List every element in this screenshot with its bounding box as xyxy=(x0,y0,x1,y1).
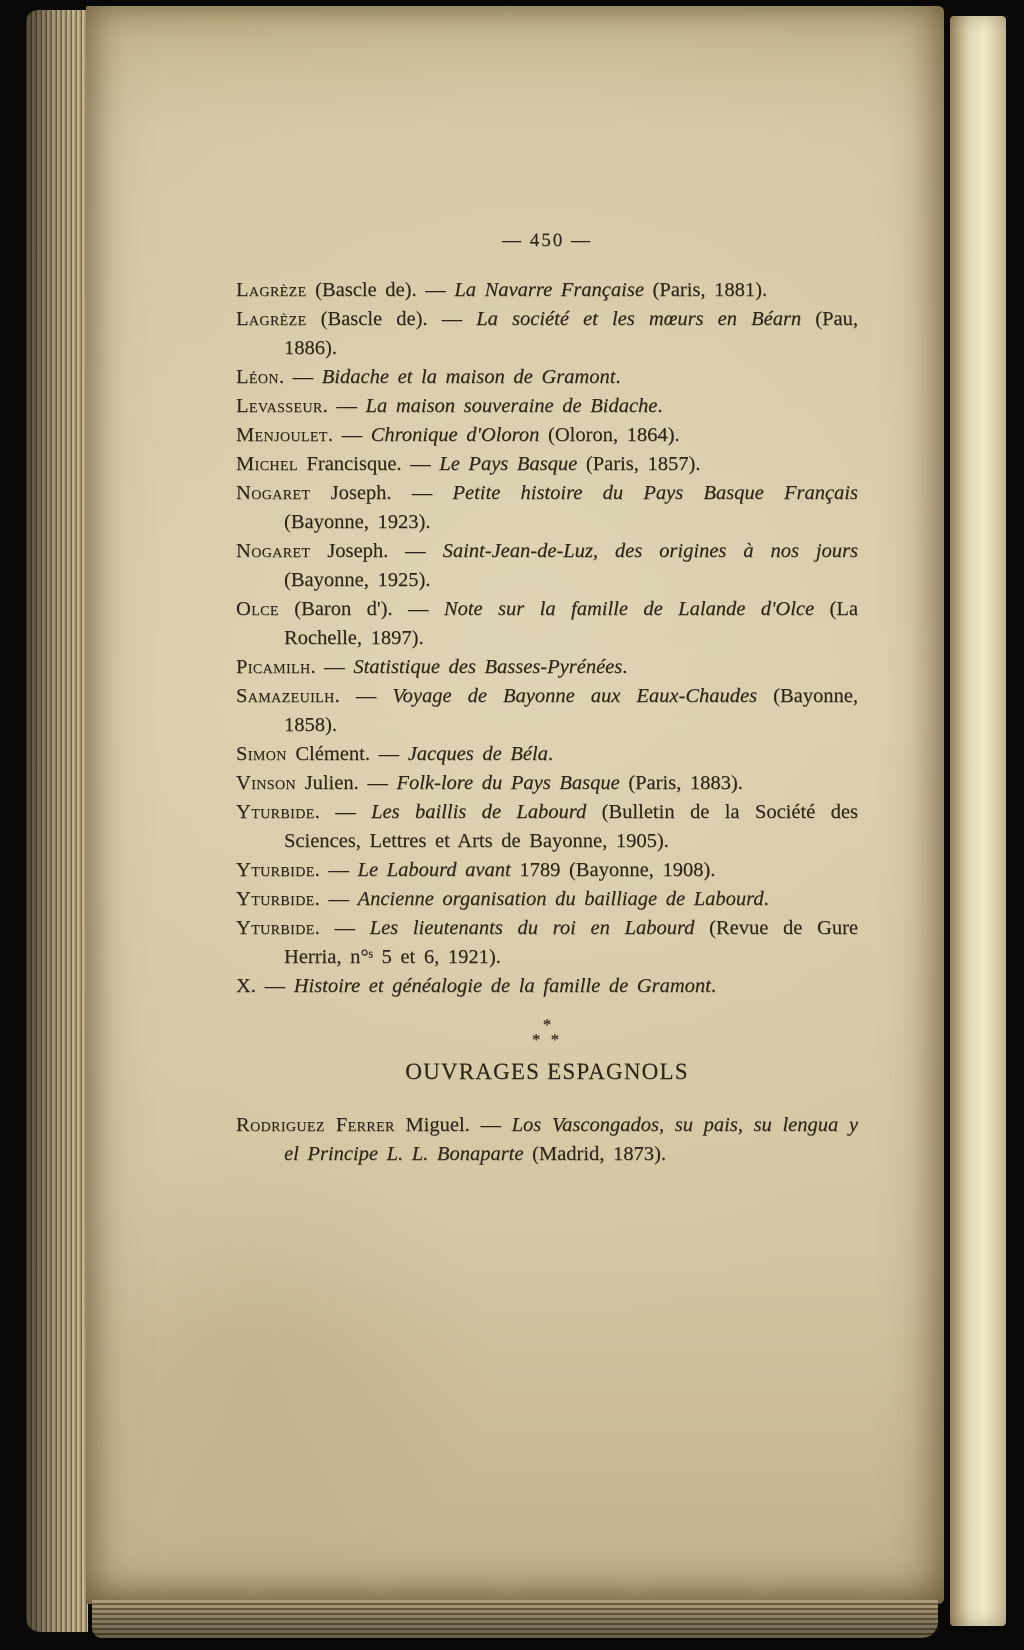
bibliography-list-spanish xyxy=(236,1111,858,1169)
entry-segment-roman: . — xyxy=(314,888,358,910)
bibliography-entry xyxy=(236,653,858,682)
entry-segment-smallcaps: Nogaret xyxy=(236,482,311,504)
entry-segment-italic: Note sur la famille de Lalande d'Olce xyxy=(443,598,815,620)
entry-segment-smallcaps: Levasseur xyxy=(236,395,323,417)
entry-segment-roman: (Bayonne, 1923). xyxy=(284,511,431,533)
entry-segment-smallcaps: Yturbide xyxy=(236,888,315,910)
entry-segment-smallcaps: Simon xyxy=(236,743,287,765)
entry-segment-roman: (Paris, 1883). xyxy=(619,772,743,794)
entry-segment-italic: Le Labourd avant xyxy=(357,859,511,881)
entry-segment-smallcaps: Samazeuilh xyxy=(236,685,335,707)
asterism-bottom: * * xyxy=(531,1030,563,1049)
entry-segment-roman: . — xyxy=(314,801,372,823)
entry-segment-roman: (Paris, 1881). xyxy=(643,279,768,301)
entry-segment-roman: 1789 (Bayonne, 1908). xyxy=(510,859,716,881)
entry-segment-roman: . xyxy=(657,395,663,417)
entry-segment-smallcaps: Lagrèze xyxy=(236,308,307,330)
entry-segment-italic: Les lieutenants du roi en Labourd xyxy=(369,917,695,939)
entry-segment-smallcaps: Lagrèze xyxy=(236,279,307,301)
entry-segment-italic: Chronique d'Oloron xyxy=(370,424,540,446)
bibliography-entry xyxy=(236,798,858,856)
entry-segment-roman: Joseph. — xyxy=(310,482,453,504)
entry-segment-italic: Ancienne organisation du bailliage de Labourd xyxy=(357,888,764,910)
bibliography-entry xyxy=(236,856,858,885)
entry-segment-italic: Voyage de Bayonne aux Eaux-Chaudes xyxy=(392,685,758,707)
bibliography-entry xyxy=(236,769,858,798)
entry-segment-italic: Le Pays Basque xyxy=(439,453,578,475)
printed-text-column xyxy=(236,6,858,1169)
entry-segment-roman: . — xyxy=(314,859,358,881)
bibliography-entry xyxy=(236,682,858,740)
bibliography-entry xyxy=(236,363,858,392)
entry-segment-roman: Julien. — xyxy=(295,772,397,794)
entry-segment-roman: (Bayonne, 1858). xyxy=(284,685,858,736)
entry-segment-smallcaps: Olce xyxy=(236,598,279,620)
entry-segment-italic: Los Vascongados, su pais, su lengua y el Principe L. L. Bonaparte xyxy=(284,1114,858,1165)
entry-segment-italic: Histoire et généalogie de la famille de Gramont xyxy=(293,975,711,997)
asterism-divider xyxy=(236,1017,858,1047)
section-heading: OUVRAGES ESPAGNOLS xyxy=(405,1059,689,1084)
entry-segment-italic: Jacques de Béla xyxy=(407,743,548,765)
entry-segment-roman: (Bascle de). — xyxy=(306,308,477,330)
entry-segment-roman: (Bayonne, 1925). xyxy=(284,569,431,591)
entry-segment-roman: . xyxy=(615,366,621,388)
bibliography-entry xyxy=(236,276,858,305)
bibliography-entry xyxy=(236,595,858,653)
entry-segment-italic: Petite histoire du Pays Basque Français xyxy=(452,482,858,504)
bibliography-list-french xyxy=(236,276,858,1001)
entry-segment-smallcaps: Yturbide xyxy=(236,859,315,881)
entry-segment-smallcaps: Yturbide xyxy=(236,917,315,939)
asterism-top: * xyxy=(542,1015,552,1034)
entry-segment-roman: (La Rochelle, 1897). xyxy=(284,598,858,649)
entry-segment-roman: (Pau, 1886). xyxy=(284,308,858,359)
entry-segment-smallcaps: Menjoulet xyxy=(236,424,328,446)
bibliography-entry xyxy=(236,972,858,1001)
book-page xyxy=(86,6,944,1604)
entry-segment-roman: (Madrid, 1873). xyxy=(523,1143,666,1165)
bibliography-entry xyxy=(236,392,858,421)
entry-segment-smallcaps: Léon xyxy=(236,366,279,388)
bibliography-entry xyxy=(236,305,858,363)
bibliography-entry xyxy=(236,421,858,450)
entry-segment-roman: . xyxy=(763,888,769,910)
bibliography-entry xyxy=(236,740,858,769)
entry-segment-roman: . — xyxy=(322,395,366,417)
entry-segment-roman: X. — xyxy=(236,975,294,997)
entry-segment-smallcaps: Yturbide xyxy=(236,801,315,823)
entry-segment-smallcaps: Vinson xyxy=(236,772,296,794)
entry-segment-roman: (Bascle de). — xyxy=(306,279,455,301)
entry-segment-roman: . xyxy=(710,975,716,997)
entry-segment-italic: Bidache et la maison de Gramont xyxy=(321,366,616,388)
page-number: — 450 — xyxy=(502,230,592,251)
bibliography-entry xyxy=(236,914,858,972)
entry-segment-roman: (Bulletin de la Société des Sciences, Lettres et Arts de Bayonne, 1905). xyxy=(284,801,858,852)
facing-page-edge xyxy=(950,16,1006,1626)
entry-segment-italic: La maison souveraine de Bidache xyxy=(365,395,658,417)
entry-segment-roman: . xyxy=(622,656,628,678)
entry-segment-smallcaps: Rodriguez Ferrer xyxy=(236,1114,395,1136)
entry-segment-roman: Clément. — xyxy=(286,743,408,765)
entry-segment-roman: . — xyxy=(327,424,371,446)
entry-segment-italic: La Navarre Française xyxy=(454,279,644,301)
bibliography-entry xyxy=(236,479,858,537)
entry-segment-roman: . — xyxy=(334,685,393,707)
entry-segment-roman: (Paris, 1857). xyxy=(577,453,701,475)
entry-segment-italic: Saint-Jean-de-Luz, des origines à nos jours xyxy=(442,540,858,562)
entry-segment-italic: La société et les mœurs en Béarn xyxy=(476,308,802,330)
bibliography-entry xyxy=(236,1111,858,1169)
entry-segment-roman: . xyxy=(547,743,554,765)
entry-segment-roman: (Oloron, 1864). xyxy=(539,424,680,446)
entry-segment-roman: Joseph. — xyxy=(310,540,443,562)
entry-segment-smallcaps: Michel xyxy=(236,453,298,475)
entry-segment-smallcaps: Picamilh xyxy=(236,656,311,678)
entry-segment-roman: Francisque. — xyxy=(297,453,440,475)
page-stack-bottom-edge xyxy=(92,1600,938,1638)
bibliography-entry xyxy=(236,450,858,479)
entry-segment-roman: (Revue de Gure Herria, n°ˢ 5 et 6, 1921). xyxy=(284,917,859,968)
entry-segment-smallcaps: Nogaret xyxy=(236,540,311,562)
bibliography-entry xyxy=(236,885,858,914)
entry-segment-roman: Miguel. — xyxy=(394,1114,512,1136)
entry-segment-roman: (Baron d'). — xyxy=(278,598,444,620)
entry-segment-roman: . — xyxy=(278,366,322,388)
page-stack-left-edge xyxy=(26,10,88,1632)
bibliography-entry xyxy=(236,537,858,595)
entry-segment-roman: . — xyxy=(310,656,354,678)
entry-segment-italic: Folk-lore du Pays Basque xyxy=(396,772,620,794)
entry-segment-italic: Statistique des Basses-Pyrénées xyxy=(353,656,623,678)
entry-segment-roman: . — xyxy=(314,917,370,939)
entry-segment-italic: Les baillis de Labourd xyxy=(371,801,587,823)
